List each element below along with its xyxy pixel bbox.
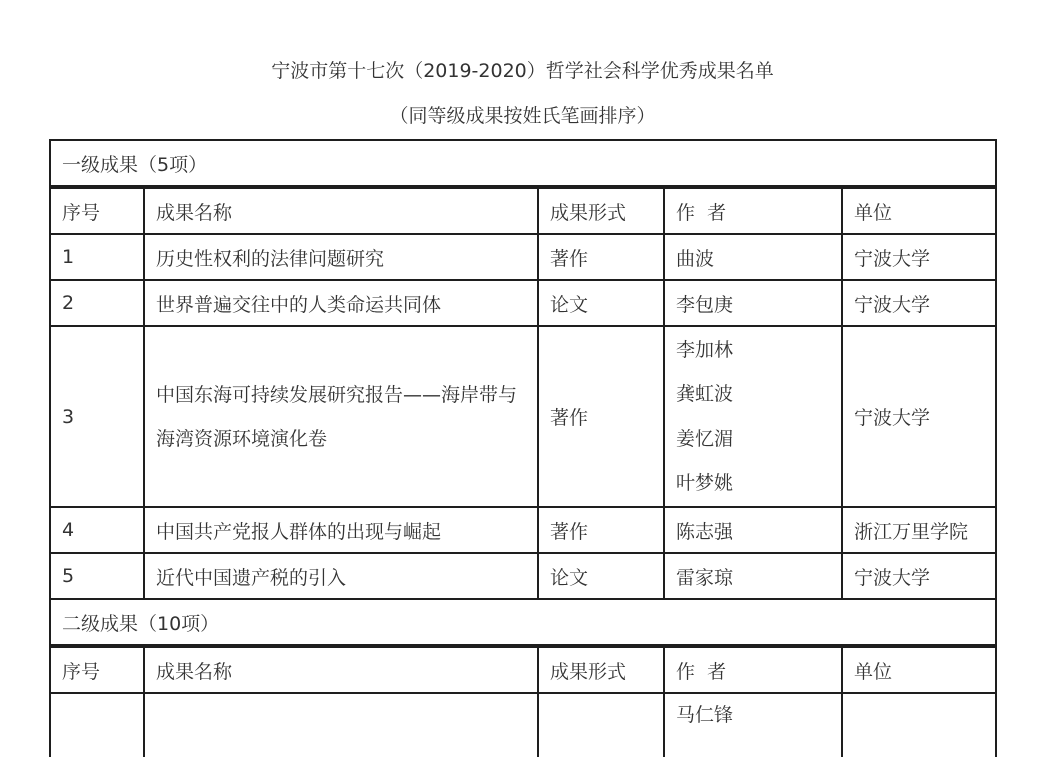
cell-name: 中国共产党报人群体的出现与崛起 (144, 507, 538, 553)
header-name: 成果名称 (144, 646, 538, 693)
cell-form: 论文 (538, 280, 664, 326)
header-seq: 序号 (50, 187, 144, 234)
table-row (50, 507, 996, 553)
cell-name: 近代中国遗产税的引入 (144, 553, 538, 599)
author-name: 李加林 (676, 338, 734, 361)
table-row (50, 234, 996, 280)
section-label: 二级成果（10项） (50, 599, 996, 646)
header-unit: 单位 (842, 187, 996, 234)
header-form: 成果形式 (538, 187, 664, 234)
author-list (676, 328, 841, 506)
cell-author: 马仁锋 (664, 693, 842, 757)
cell-name: 历史性权利的法律问题研究 (144, 234, 538, 280)
table-row (50, 693, 996, 757)
cell-seq: 5 (50, 553, 144, 599)
header-name: 成果名称 (144, 187, 538, 234)
cell-unit: 宁波大学 (842, 280, 996, 326)
author-name: 叶梦姚 (676, 472, 734, 494)
author-name: 姜忆湄 (676, 427, 734, 450)
cell-unit: 宁波大学 (842, 326, 996, 507)
cell-unit: 浙江万里学院 (842, 507, 996, 553)
cell-author: 李包庚 (664, 280, 842, 326)
cell-seq (50, 693, 144, 757)
author-name: 龚虹波 (676, 383, 734, 405)
section-label: 一级成果（5项） (50, 140, 996, 187)
table-row (50, 553, 996, 599)
table-row (50, 280, 996, 326)
cell-form: 著作 (538, 234, 664, 280)
table-row (50, 326, 996, 507)
cell-name: 中国东海可持续发展研究报告——海岸带与海湾资源环境演化卷 (144, 326, 538, 507)
cell-unit (842, 693, 996, 757)
cell-form: 论文 (538, 553, 664, 599)
cell-unit: 宁波大学 (842, 553, 996, 599)
document-subtitle: （同等级成果按姓氏笔画排序） (389, 105, 656, 127)
cell-seq: 4 (50, 507, 144, 553)
cell-author: 曲波 (664, 234, 842, 280)
document-title: 宁波市第十七次（2019-2020）哲学社会科学优秀成果名单 (271, 60, 774, 82)
cell-seq: 1 (50, 234, 144, 280)
cell-unit: 宁波大学 (842, 234, 996, 280)
header-author: 作 者 (664, 646, 842, 693)
section-row-level1 (50, 140, 996, 187)
cell-author: 雷家琼 (664, 553, 842, 599)
cell-author (664, 326, 842, 507)
cell-form (538, 693, 664, 757)
cell-seq: 3 (50, 326, 144, 507)
header-unit: 单位 (842, 646, 996, 693)
cell-author: 陈志强 (664, 507, 842, 553)
section-row-level2 (50, 599, 996, 646)
header-row (50, 646, 996, 693)
cell-name (144, 693, 538, 757)
cell-form: 著作 (538, 507, 664, 553)
cell-seq: 2 (50, 280, 144, 326)
header-form: 成果形式 (538, 646, 664, 693)
cell-form: 著作 (538, 326, 664, 507)
header-row (50, 187, 996, 234)
cell-name: 世界普遍交往中的人类命运共同体 (144, 280, 538, 326)
results-table (49, 139, 997, 757)
header-author: 作 者 (664, 187, 842, 234)
header-seq: 序号 (50, 646, 144, 693)
